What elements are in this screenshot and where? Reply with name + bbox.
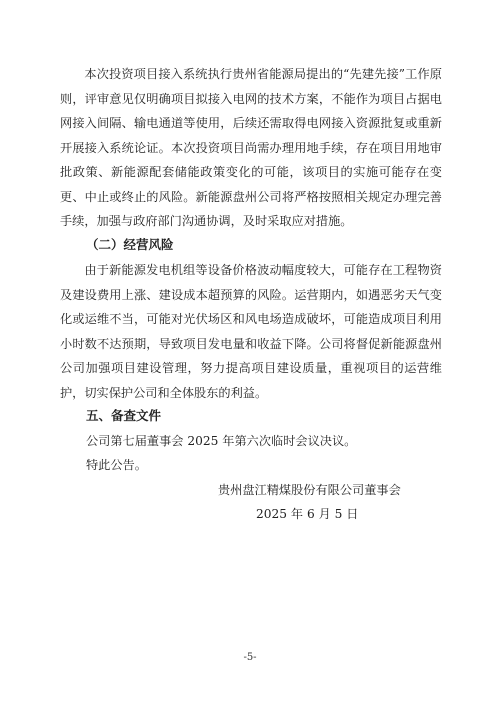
paragraph-business-risk: 由于新能源发电机组等设备价格波动幅度较大，可能存在工程物资及建设费用上涨、建设成本超预算的风险。运营期内，如遇恶劣天气变化或运维不当，可能对光伏场区和风电场造成破坏，可能造成项目利用小时数不达预期，导致项目发电量和收益下降。公司将督促新能源盘州公司加强项目建设管理，努力提高项目建设质量，重视项目的运营维护，切实保护公司和全体股东的利益。 <box>60 263 442 400</box>
closing-statement: 特此公告。 <box>86 458 147 472</box>
section-heading-business-risk: （二）经营风险 <box>86 237 174 252</box>
section-heading-reference-documents: 五、备查文件 <box>86 408 162 423</box>
signature-date: 2025 年 6 月 5 日 <box>256 507 359 521</box>
reference-document-item: 公司第七届董事会 2025 年第六次临时会议决议。 <box>86 434 357 448</box>
signature-company: 贵州盘江精煤股份有限公司董事会 <box>218 483 401 497</box>
paragraph-grid-connection-risk: 本次投资项目接入系统执行贵州省能源局提出的“先建先接”工作原则，评审意见仅明确项目拟接入电网的技术方案，不能作为项目占据电网接入间隔、输电通道等使用，后续还需取得电网接入资源批复或重新开展接入系统论证。本次投资项目尚需办理用地手续，存在项目用地审批政策、新能源配套储能政策变化的可能，该项目的实施可能存在变更、中止或终止的风险。新能源盘州公司将严格按照相关规定办理完善手续，加强与政府部门沟通协调，及时采取应对措施。 <box>60 67 442 228</box>
page-number: -5- <box>243 652 257 663</box>
